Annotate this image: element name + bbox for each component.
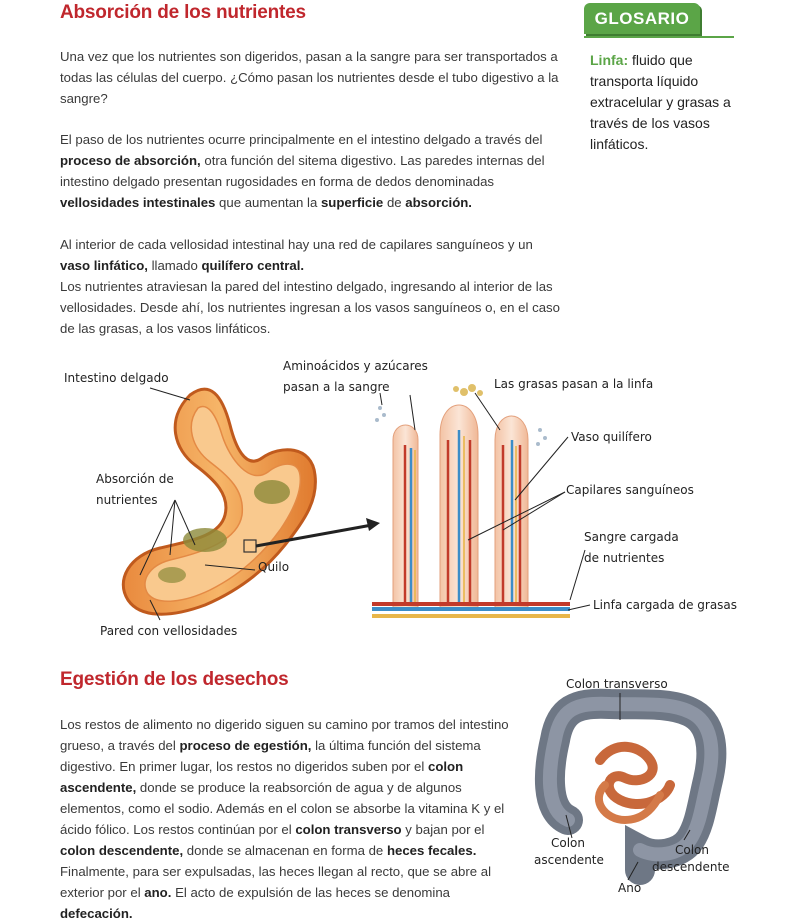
term-colon-transverso: colon transverso <box>295 822 402 837</box>
label-capilares: Capilares sanguíneos <box>566 483 694 497</box>
term-colon-descendente: colon descendente, <box>60 843 184 858</box>
paragraph-egestion: Los restos de alimento no digerido siguen su camino por tramos del intestino grueso, a través del proceso de egestión, la última función del sistema digestivo. En primer lugar, los restos no digeridos suben por el colon ascendente, donde se produce la reabsorción de agua y de algunos elementos, como el sodio. Además en el colon se absorbe la vitamina K y el ácido fólico. Los restos continúan por el colon transverso y bajan por el colon descendente, donde se almacenan en forma de heces fecales. Finalmente, para ser expulsadas, las heces llegan al recto, que se abre al exterior por el ano. El acto de expulsión de las heces se denomina defecación. <box>60 717 509 921</box>
label-aminoacidos-1: Aminoácidos y azúcares <box>283 359 428 373</box>
label-quilo: Quilo <box>258 560 290 574</box>
term-defecacion: defecación. <box>60 906 133 921</box>
villi-illustration <box>372 384 570 618</box>
label-intestino-delgado: Intestino delgado <box>64 371 169 385</box>
term-vaso-linfatico: vaso linfático, <box>60 258 148 273</box>
section-title-egestion: Egestión de los desechos <box>60 669 289 690</box>
term-quilifero: quilífero central. <box>201 258 305 273</box>
glossary-tab: GLOSARIO <box>584 3 700 34</box>
label-absorcion-1: Absorción de <box>96 472 174 486</box>
label-colon-descendente-1: Colon <box>675 843 710 857</box>
label-linfa-grasas: Linfa cargada de grasas <box>593 598 738 612</box>
term-vellosidades: vellosidades intestinales <box>60 195 216 210</box>
glossary-definition: fluido que transporta líquido extracelular y grasas a través de los vasos linfáticos. <box>590 52 731 152</box>
label-ano: Ano <box>618 881 642 895</box>
term-ano: ano. <box>144 885 172 900</box>
label-grasas-linfa: Las grasas pasan a la linfa <box>494 377 654 391</box>
term-proceso-absorcion: proceso de absorción, <box>60 153 201 168</box>
label-colon-ascendente-2: ascendente <box>534 853 604 867</box>
paragraph-intro: Una vez que los nutrientes son digeridos, pasan a la sangre para ser transportados a todas las células del cuerpo. ¿Cómo pasan los nutrientes desde el tubo digestivo a la sangre? <box>60 49 559 106</box>
term-proceso-egestion: proceso de egestión, <box>179 738 312 753</box>
label-aminoacidos-2: pasan a la sangre <box>283 380 390 394</box>
label-absorcion-2: nutrientes <box>96 493 158 507</box>
label-colon-descendente-2: descendente <box>652 860 730 874</box>
term-heces-fecales: heces fecales. <box>386 843 477 858</box>
paragraph-absorcion: El paso de los nutrientes ocurre principalmente en el intestino delgado a través del proceso de absorción, otra función del sitema digestivo. Las paredes internas del intestino delgado presentan rugosidades en forma de dedos denominadas vellosidades intestinales que aumentan la superficie de absorción. <box>60 132 545 210</box>
section-title-absorcion: Absorción de los nutrientes <box>60 2 306 23</box>
label-sangre-2: de nutrientes <box>584 551 665 565</box>
term-absorcion: absorción. <box>405 195 472 210</box>
label-vaso-quilifero: Vaso quilífero <box>571 430 652 444</box>
term-superficie: superficie <box>320 195 384 210</box>
paragraph-vellosidad: Al interior de cada vellosidad intestinal hay una red de capilares sanguíneos y un vaso linfático, llamado quilífero central. Los nutrientes atraviesan la pared del intestino delgado, ingresando al interior de las vellosidades. Desde ahí, los nutrientes ingresan a los vasos sanguíneos o, en el caso de las grasas, a los vasos linfáticos. <box>60 237 560 336</box>
label-colon-transverso: Colon transverso <box>566 677 668 691</box>
label-pared-vellosidades: Pared con vellosidades <box>100 624 238 638</box>
label-sangre-1: Sangre cargada <box>584 530 679 544</box>
term-colon-ascendente: colon ascendente, <box>60 759 464 795</box>
glossary-term: Linfa: <box>590 52 629 68</box>
label-colon-ascendente-1: Colon <box>551 836 586 850</box>
